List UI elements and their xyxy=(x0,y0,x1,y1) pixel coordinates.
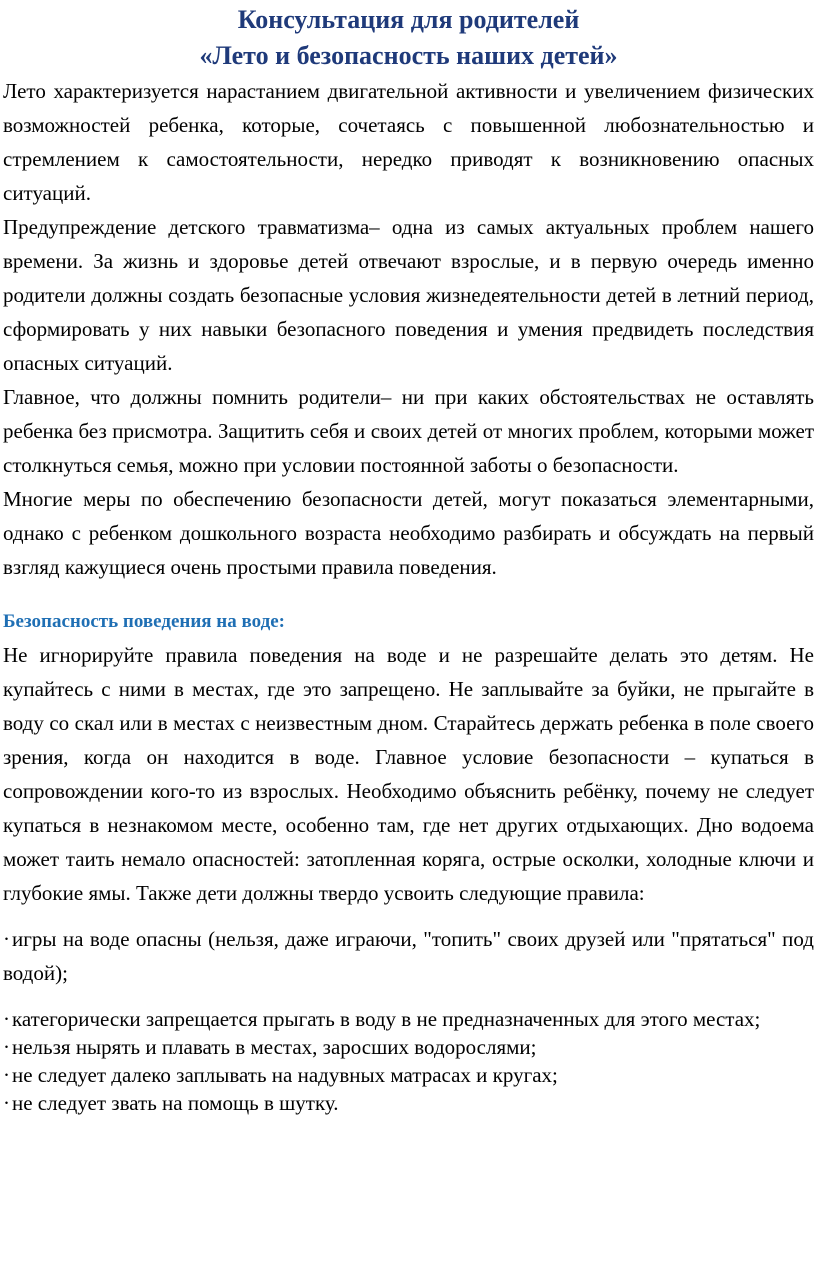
rule-text: игры на воде опасны (нельзя, даже играючи, "топить" своих друзей или "прятаться" под водой); xyxy=(3,927,814,985)
list-item xyxy=(3,1034,814,1060)
bullet-marker: · xyxy=(3,1007,10,1031)
paragraph-supervision: Главное, что должны помнить родители– ни при каких обстоятельствах не оставлять ребенка без присмотра. Защитить себя и своих детей от многих проблем, которыми может столкнуться семья, можно при условии постоянной заботы о безопасности. xyxy=(3,385,814,477)
water-rules-list xyxy=(3,922,814,1116)
bullet-marker: · xyxy=(3,1035,10,1059)
rule-text: нельзя нырять и плавать в местах, заросших водорослями; xyxy=(12,1035,537,1059)
paragraph-intro-activity: Лето характеризуется нарастанием двигательной активности и увеличением физических возможностей ребенка, которые, сочетаясь с повышенной любознательностью и стремлением к самостоятельности, нередко приводят к возникновению опасных ситуаций. xyxy=(3,79,814,205)
bullet-marker: · xyxy=(3,1063,10,1087)
list-item xyxy=(3,1006,814,1032)
list-item xyxy=(3,1062,814,1088)
rule-text: категорически запрещается прыгать в воду в не предназначенных для этого местах; xyxy=(12,1007,761,1031)
page-title-line-2: «Лето и безопасность наших детей» xyxy=(199,41,618,70)
rule-text: не следует звать на помощь в шутку. xyxy=(12,1091,339,1115)
bullet-marker: · xyxy=(3,1091,10,1115)
page-title-line-1: Консультация для родителей xyxy=(237,5,580,34)
section-heading-water-safety: Безопасность поведения на воде: xyxy=(3,611,285,632)
paragraph-safety-measures: Многие меры по обеспечению безопасности детей, могут показаться элементарными, однако с ребенком дошкольного возраста необходимо разбирать и обсуждать на первый взгляд кажущиеся очень простыми правила поведения. xyxy=(3,487,814,579)
bullet-marker: · xyxy=(3,927,10,951)
list-item xyxy=(3,1090,814,1116)
list-item xyxy=(3,922,814,990)
paragraph-injury-prevention: Предупреждение детского травматизма– одна из самых актуальных проблем нашего времени. За жизнь и здоровье детей отвечают взрослые, и в первую очередь именно родители должны создать безопасные условия жизнедеятельности детей в летний период, сформировать у них навыки безопасного поведения и умения предвидеть последствия опасных ситуаций. xyxy=(3,215,814,375)
paragraph-water-safety: Не игнорируйте правила поведения на воде и не разрешайте делать это детям. Не купайтесь с ними в местах, где это запрещено. Не заплывайте за буйки, не прыгайте в воду со скал или в местах с неизвестным дном. Старайтесь держать ребенка в поле своего зрения, когда он находится в воде. Главное условие безопасности – купаться в сопровождении кого-то из взрослых. Необходимо объяснить ребёнку, почему не следует купаться в незнакомом месте, особенно там, где нет других отдыхающих. Дно водоема может таить немало опасностей: затопленная коряга, острые осколки, холодные ключи и глубокие ямы. Также дети должны твердо усвоить следующие правила: xyxy=(3,643,814,905)
rule-text: не следует далеко заплывать на надувных матрасах и кругах; xyxy=(12,1063,558,1087)
